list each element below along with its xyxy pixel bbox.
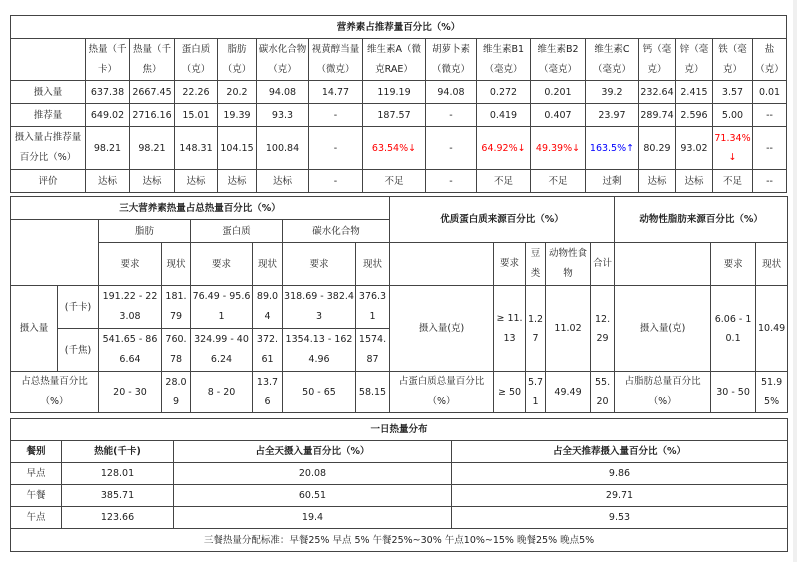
data-cell: 20.08: [174, 463, 452, 485]
data-cell: 385.71: [62, 485, 174, 507]
column-header: 脂肪（克）: [218, 39, 257, 81]
title-row: [11, 419, 788, 441]
percent-row: [11, 372, 788, 413]
table-row: [11, 507, 788, 529]
title-row: [11, 197, 788, 220]
blank-header: [390, 243, 494, 286]
data-cell: 541.65 - 866.64: [99, 329, 162, 372]
column-header: 热量（千焦）: [130, 39, 175, 81]
data-cell: -: [426, 127, 477, 170]
column-header: 铁（毫克）: [713, 39, 753, 81]
column-header: 碳水化合物（克）: [257, 39, 309, 81]
data-cell: 19.4: [174, 507, 452, 529]
data-cell: 123.66: [62, 507, 174, 529]
column-header: 视黄醇当量（微克）: [309, 39, 363, 81]
column-header: 锌（毫克）: [676, 39, 713, 81]
data-cell: 376.31: [356, 286, 390, 329]
data-cell: 637.38: [86, 81, 130, 104]
section-title: 三大营养素热量占总热量百分比（%）: [11, 197, 390, 220]
data-cell: 80.29: [639, 127, 676, 170]
meal-label: 午点: [11, 507, 62, 529]
data-cell: 89.04: [253, 286, 283, 329]
fat-header: 现状: [756, 243, 788, 286]
data-cell: 2.415: [676, 81, 713, 104]
data-cell: 98.21: [86, 127, 130, 170]
data-cell: 232.64: [639, 81, 676, 104]
nutrient-recommendation-table: [10, 15, 787, 193]
data-cell: 148.31: [175, 127, 218, 170]
requirement-header: 要求: [191, 243, 253, 286]
fat-header: 要求: [711, 243, 756, 286]
data-cell: 63.54%↓: [363, 127, 426, 170]
table-title: 一日热量分布: [11, 419, 788, 441]
header-row: [11, 243, 788, 286]
corner-cell: [11, 220, 99, 286]
blank-header: [615, 243, 711, 286]
column-header: 热能(千卡): [62, 441, 174, 463]
data-cell: 不足: [713, 170, 753, 193]
header-row: [11, 441, 788, 463]
meal-label: 午餐: [11, 485, 62, 507]
data-cell: 8 - 20: [191, 372, 253, 413]
data-cell: 不足: [531, 170, 586, 193]
data-cell: -: [426, 170, 477, 193]
requirement-header: 要求: [283, 243, 356, 286]
data-cell: --: [753, 127, 787, 170]
data-cell: --: [753, 104, 787, 127]
table-row: [11, 104, 787, 127]
corner-cell: [11, 39, 86, 81]
row-label: 摄入量: [11, 81, 86, 104]
data-cell: 318.69 - 382.43: [283, 286, 356, 329]
data-cell: 76.49 - 95.61: [191, 286, 253, 329]
column-header: 占全天推荐摄入量百分比（%）: [452, 441, 788, 463]
row-label: 推荐量: [11, 104, 86, 127]
column-header: 蛋白质（克）: [175, 39, 218, 81]
data-cell: 181.79: [162, 286, 191, 329]
data-cell: 达标: [676, 170, 713, 193]
data-cell: 94.08: [257, 81, 309, 104]
data-cell: -: [426, 104, 477, 127]
data-cell: 22.26: [175, 81, 218, 104]
data-cell: 98.21: [130, 127, 175, 170]
requirement-header: 要求: [99, 243, 162, 286]
section-title: 动物性脂肪来源百分比（%）: [615, 197, 788, 243]
data-cell: 29.71: [452, 485, 788, 507]
data-cell: 6.06 - 10.1: [711, 286, 756, 372]
data-cell: 163.5%↑: [586, 127, 639, 170]
column-header: 维生素B2（毫克）: [531, 39, 586, 81]
column-header: 胡萝卜素（微克）: [426, 39, 477, 81]
daily-energy-distribution-table: [10, 418, 788, 552]
status-header: 现状: [253, 243, 283, 286]
title-row: [11, 16, 787, 39]
data-cell: 93.02: [676, 127, 713, 170]
percent-label: 占总热量百分比（%）: [11, 372, 99, 413]
data-cell: 128.01: [62, 463, 174, 485]
fat-percent-label: 占脂肪总量百分比（%）: [615, 372, 711, 413]
fat-intake-label: 摄入量(克): [615, 286, 711, 372]
unit-label: (千卡): [58, 286, 99, 329]
row-label: 摄入量占推荐量百分比（%）: [11, 127, 86, 170]
column-header: 占全天摄入量百分比（%）: [174, 441, 452, 463]
data-cell: 649.02: [86, 104, 130, 127]
data-cell: 2667.45: [130, 81, 175, 104]
data-cell: 55.20: [591, 372, 615, 413]
data-cell: 2716.16: [130, 104, 175, 127]
data-cell: 过剩: [586, 170, 639, 193]
data-cell: 191.22 - 223.08: [99, 286, 162, 329]
data-cell: 100.84: [257, 127, 309, 170]
table-row: [11, 170, 787, 193]
data-cell: 187.57: [363, 104, 426, 127]
table-row: [11, 485, 788, 507]
data-cell: 58.15: [356, 372, 390, 413]
data-cell: 39.2: [586, 81, 639, 104]
nutrient-header: 脂肪: [99, 220, 191, 243]
data-cell: 51.95%: [756, 372, 788, 413]
macronutrient-energy-table: [10, 196, 788, 413]
status-header: 现状: [162, 243, 191, 286]
data-cell: 49.39%↓: [531, 127, 586, 170]
data-cell: 119.19: [363, 81, 426, 104]
data-cell: 1574.87: [356, 329, 390, 372]
data-cell: 13.76: [253, 372, 283, 413]
data-cell: 28.09: [162, 372, 191, 413]
data-cell: 5.00: [713, 104, 753, 127]
protein-intake-label: 摄入量(克): [390, 286, 494, 372]
intake-label: 摄入量: [11, 286, 58, 372]
data-cell: 15.01: [175, 104, 218, 127]
data-cell: 49.49: [546, 372, 591, 413]
distribution-standard-note: 三餐热量分配标准：早餐25% 早点 5% 午餐25%~30% 午点10%~15% 晚餐25% 晚点5%: [11, 529, 788, 552]
data-cell: 达标: [639, 170, 676, 193]
data-cell: 60.51: [174, 485, 452, 507]
data-cell: 0.201: [531, 81, 586, 104]
data-cell: 9.53: [452, 507, 788, 529]
data-cell: 0.01: [753, 81, 787, 104]
data-cell: 19.39: [218, 104, 257, 127]
scrollbar[interactable]: [793, 0, 797, 562]
data-cell: -: [309, 127, 363, 170]
data-cell: ≥ 11.13: [494, 286, 526, 372]
column-header: 热量（千卡）: [86, 39, 130, 81]
protein-percent-label: 占蛋白质总量百分比（%）: [390, 372, 494, 413]
nutrient-header: 碳水化合物: [283, 220, 390, 243]
data-cell: 1.27: [526, 286, 546, 372]
table-row: [11, 127, 787, 170]
data-cell: 0.272: [477, 81, 531, 104]
data-cell: 23.97: [586, 104, 639, 127]
data-cell: 12.29: [591, 286, 615, 372]
data-cell: 324.99 - 406.24: [191, 329, 253, 372]
data-cell: 0.407: [531, 104, 586, 127]
data-cell: 14.77: [309, 81, 363, 104]
data-cell: 10.49: [756, 286, 788, 372]
data-cell: 372.61: [253, 329, 283, 372]
protein-header: 要求: [494, 243, 526, 286]
data-cell: -: [309, 104, 363, 127]
data-cell: 达标: [130, 170, 175, 193]
meal-label: 早点: [11, 463, 62, 485]
data-cell: 20 - 30: [99, 372, 162, 413]
column-header: 维生素B1（毫克）: [477, 39, 531, 81]
header-row: [11, 39, 787, 81]
data-cell: 5.71: [526, 372, 546, 413]
data-cell: 达标: [175, 170, 218, 193]
data-cell: --: [753, 170, 787, 193]
section-title: 优质蛋白质来源百分比（%）: [390, 197, 615, 243]
data-cell: 104.15: [218, 127, 257, 170]
column-header: 维生素C（毫克）: [586, 39, 639, 81]
data-cell: 289.74: [639, 104, 676, 127]
data-cell: 达标: [257, 170, 309, 193]
data-cell: 11.02: [546, 286, 591, 372]
data-cell: 64.92%↓: [477, 127, 531, 170]
status-header: 现状: [356, 243, 390, 286]
data-cell: 达标: [86, 170, 130, 193]
data-cell: ≥ 50: [494, 372, 526, 413]
data-cell: 20.2: [218, 81, 257, 104]
table-title: 营养素占推荐量百分比（%）: [11, 16, 787, 39]
column-header: 餐别: [11, 441, 62, 463]
intake-kcal-row: [11, 286, 788, 329]
column-header: 钙（毫克）: [639, 39, 676, 81]
footer-row: [11, 529, 788, 552]
row-label: 评价: [11, 170, 86, 193]
nutrient-header: 蛋白质: [191, 220, 283, 243]
protein-header: 豆类: [526, 243, 546, 286]
data-cell: 3.57: [713, 81, 753, 104]
data-cell: 760.78: [162, 329, 191, 372]
table-row: [11, 463, 788, 485]
data-cell: 93.3: [257, 104, 309, 127]
data-cell: 0.419: [477, 104, 531, 127]
column-header: 维生素A（微克RAE）: [363, 39, 426, 81]
column-header: 盐（克）: [753, 39, 787, 81]
table-row: [11, 81, 787, 104]
data-cell: 9.86: [452, 463, 788, 485]
unit-label: (千焦): [58, 329, 99, 372]
data-cell: 30 - 50: [711, 372, 756, 413]
protein-header: 合计: [591, 243, 615, 286]
data-cell: 达标: [218, 170, 257, 193]
data-cell: -: [309, 170, 363, 193]
data-cell: 1354.13 - 1624.96: [283, 329, 356, 372]
data-cell: 不足: [477, 170, 531, 193]
data-cell: 94.08: [426, 81, 477, 104]
data-cell: 71.34%↓: [713, 127, 753, 170]
data-cell: 2.596: [676, 104, 713, 127]
data-cell: 50 - 65: [283, 372, 356, 413]
data-cell: 不足: [363, 170, 426, 193]
protein-header: 动物性食物: [546, 243, 591, 286]
